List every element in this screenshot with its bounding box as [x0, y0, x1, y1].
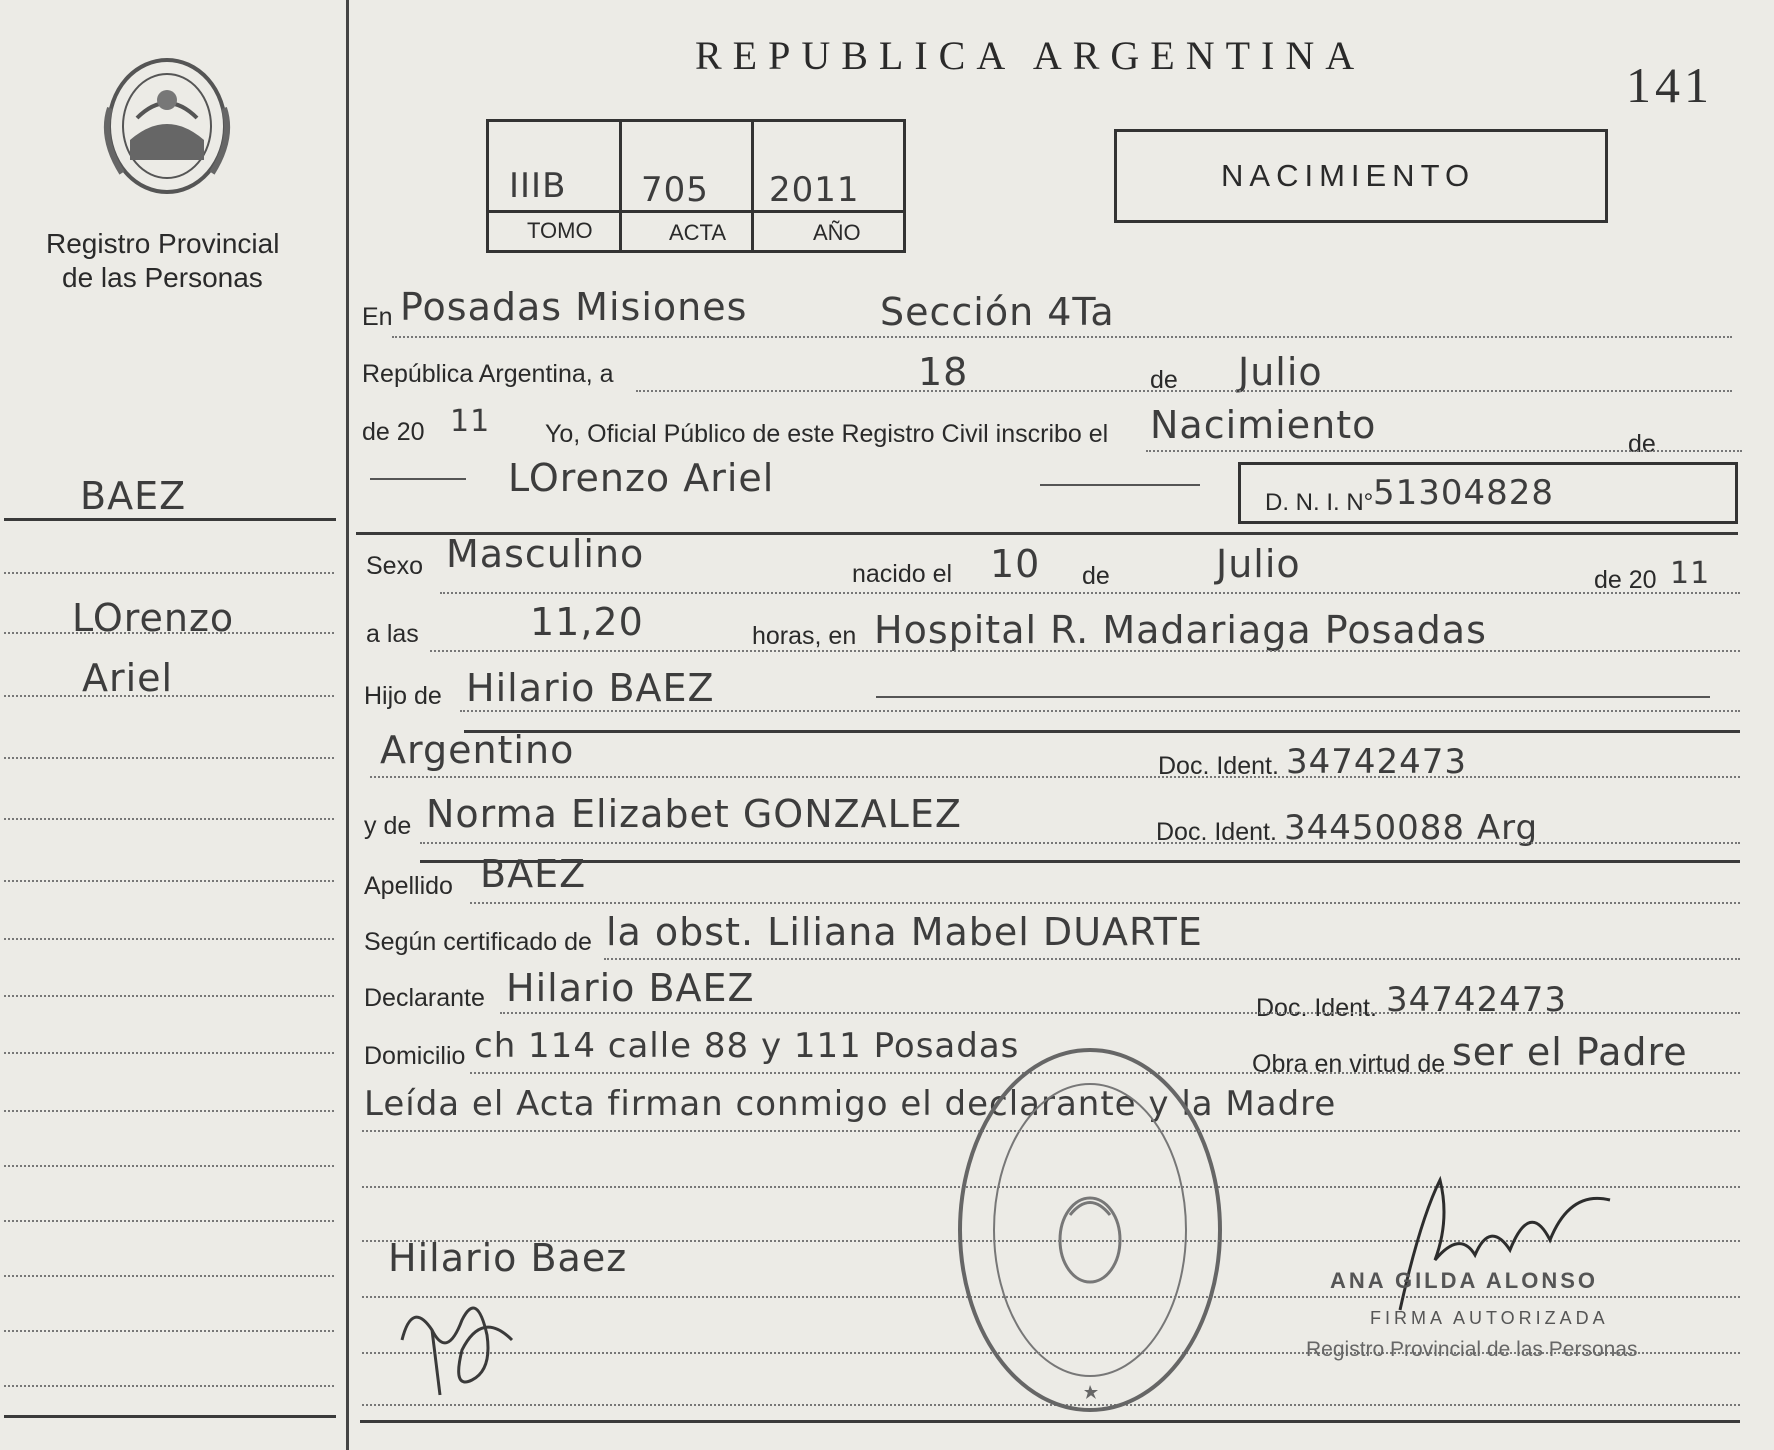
anio-label: AÑO	[813, 220, 861, 245]
hijo-label: Hijo de	[364, 682, 442, 710]
sexo-value: Masculino	[446, 532, 645, 576]
apellido-label: Apellido	[364, 872, 453, 900]
declarante-doc-value: 34742473	[1386, 980, 1568, 1020]
birth-year-value: 11	[1670, 556, 1711, 591]
birth-place-value: Hospital R. Madariaga Posadas	[874, 608, 1487, 652]
dni-value: 51304828	[1373, 473, 1555, 513]
doc-ident-label-declarante: Doc. Ident.	[1256, 994, 1377, 1022]
a-las-label: a las	[366, 620, 419, 648]
registry-name-line1: Registro Provincial	[46, 228, 280, 259]
child-name-value: LOrenzo Ariel	[508, 456, 775, 500]
mother-doc-value: 34450088 Arg	[1284, 808, 1539, 848]
domicilio-value: ch 114 calle 88 y 111 Posadas	[474, 1026, 1020, 1066]
acta-label: ACTA	[669, 220, 727, 245]
official-role: FIRMA AUTORIZADA	[1370, 1308, 1609, 1328]
yde-label: y de	[364, 812, 412, 840]
certificate-value: la obst. Liliana Mabel DUARTE	[606, 910, 1203, 954]
record-box	[486, 119, 906, 253]
day-value: 18	[918, 350, 969, 394]
official-signature	[1380, 1160, 1620, 1320]
provincial-seal	[92, 48, 242, 198]
official-label: Yo, Oficial Público de este Registro Civil inscribo el	[545, 420, 1109, 448]
de-label-3: de	[1082, 562, 1110, 590]
year-value: 11	[450, 404, 491, 439]
margin-surname: BAEZ	[80, 474, 187, 518]
mother-value: Norma Elizabet GONZALEZ	[426, 792, 962, 836]
page-number: 141	[1626, 57, 1713, 113]
en-label: En	[362, 303, 393, 331]
father-doc-value: 34742473	[1286, 742, 1468, 782]
official-name: ANA GILDA ALONSO	[1330, 1268, 1598, 1293]
apellido-value: BAEZ	[480, 852, 587, 896]
tomo-value: IIIB	[509, 166, 567, 206]
margin-given-name-2: Ariel	[82, 656, 174, 700]
obra-label: Obra en virtud de	[1252, 1050, 1446, 1078]
obra-value: ser el Padre	[1452, 1030, 1688, 1074]
dni-label: D. N. I. N°	[1265, 489, 1374, 516]
month-value: Julio	[1238, 350, 1323, 394]
official-office: Registro Provincial de las Personas	[1306, 1338, 1638, 1361]
doc-ident-label-mother: Doc. Ident.	[1156, 818, 1277, 846]
margin-surname-line	[4, 518, 336, 521]
father-signature-text: Hilario Baez	[388, 1236, 628, 1280]
nacido-label: nacido el	[852, 560, 953, 588]
acta-value: 705	[641, 170, 709, 210]
dni-box	[1238, 462, 1738, 524]
declarante-label: Declarante	[364, 984, 485, 1012]
inscription-value: Nacimiento	[1150, 403, 1377, 447]
margin-given-name-1: LOrenzo	[72, 596, 235, 640]
declarante-value: Hilario BAEZ	[506, 966, 755, 1010]
doc-ident-label-father: Doc. Ident.	[1158, 752, 1279, 780]
closing-text: Leída el Acta firman conmigo el declarante y la Madre	[364, 1084, 1337, 1124]
de-label-2: de	[1628, 430, 1656, 458]
birth-day-value: 10	[990, 542, 1041, 586]
time-value: 11,20	[530, 600, 644, 644]
year-prefix-label: de 20	[362, 418, 425, 446]
official-stamp	[950, 1040, 1230, 1420]
father-value: Hilario BAEZ	[466, 666, 715, 710]
segun-label: Según certificado de	[364, 928, 592, 956]
margin-divider	[346, 0, 349, 1450]
domicilio-label: Domicilio	[364, 1042, 466, 1070]
birth-year-label: de 20	[1594, 566, 1657, 594]
anio-value: 2011	[769, 170, 860, 210]
place-value: Posadas Misiones	[400, 285, 748, 329]
republic-label: República Argentina, a	[362, 360, 614, 388]
de-label: de	[1150, 366, 1178, 394]
country-title: REPUBLICA ARGENTINA	[695, 33, 1366, 78]
act-type: NACIMIENTO	[1221, 158, 1476, 193]
act-type-box	[1114, 129, 1608, 223]
sexo-label: Sexo	[366, 552, 423, 580]
father-nationality-value: Argentino	[380, 728, 575, 772]
tomo-label: TOMO	[527, 218, 593, 243]
horas-label: horas, en	[752, 622, 857, 650]
father-signature	[392, 1280, 542, 1400]
birth-month-value: Julio	[1216, 542, 1301, 586]
registry-name-line2: de las Personas	[62, 262, 263, 293]
section-value: Sección 4Ta	[880, 290, 1115, 334]
